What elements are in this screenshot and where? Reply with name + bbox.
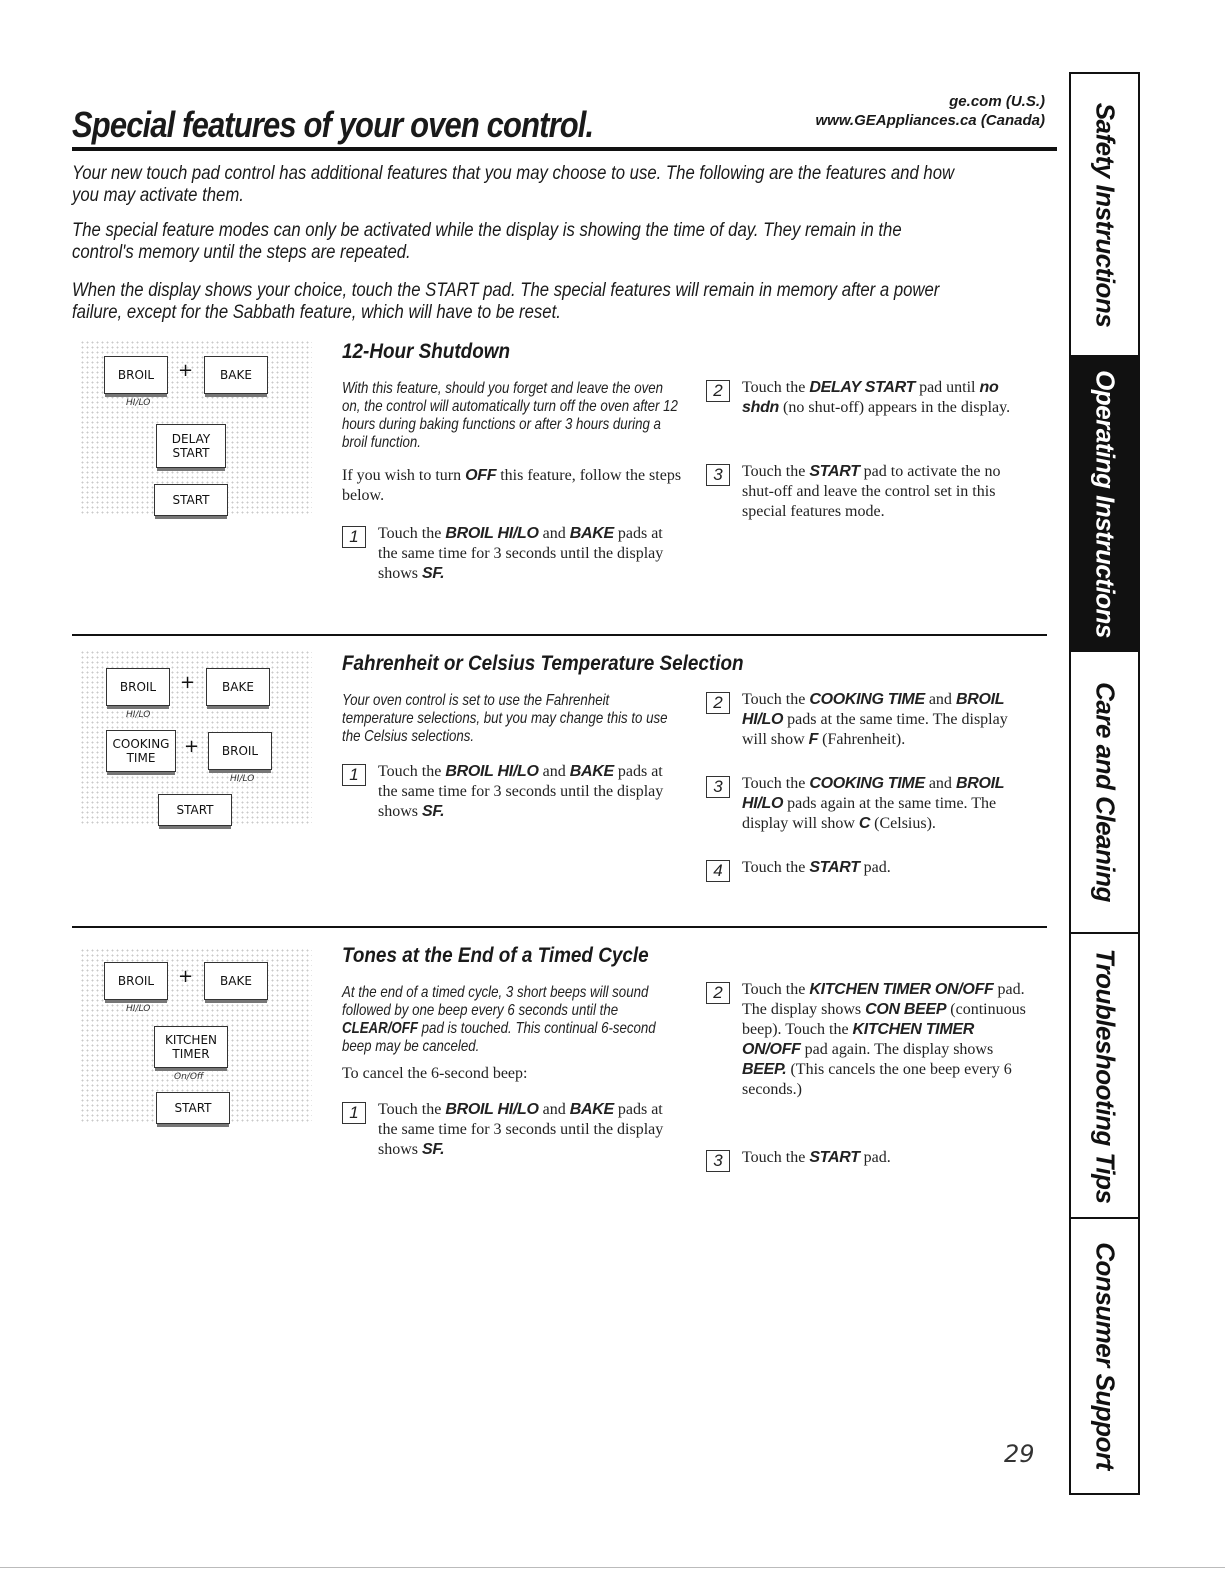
tones-step-2: 2 Touch the KITCHEN TIMER ON/OFF pad. The display shows CON BEEP (continuous beep). Touch the KITCHEN TIMER ON/OFF pad again. The display shows BEEP. (This cancels the one beep every 6 seconds.) [706,980,1036,1100]
hilo-label: HI/LO [126,398,151,408]
hilo-label: HI/LO [230,774,255,784]
start-pad: START [154,484,228,516]
plus-icon: + [180,672,196,693]
tab-consumer-support[interactable]: Consumer Support [1090,1242,1120,1470]
step-number-badge: 4 [706,860,730,882]
shutdown-step-1: 1 Touch the BROIL HI/LO and BAKE pads at the same time for 3 seconds until the display shows SF. [342,524,672,584]
kitchen-timer-pad: KITCHEN TIMER [154,1026,228,1068]
cooking-time-pad: COOKING TIME [106,730,176,772]
step-number-badge: 1 [342,526,366,548]
shutdown-lead: With this feature, should you forget and leave the oven on, the control will automatically turn off the oven after 12 hours during baking functions or after 3 hours during a broil function. [342,380,678,451]
start-pad: START [156,1092,230,1124]
temp-step-2: 2 Touch the COOKING TIME and BROIL HI/LO pads at the same time. The display will show F (Fahrenheit). [706,690,1036,750]
website-links [815,92,1045,130]
tab-troubleshooting-tips[interactable]: Troubleshooting Tips [1071,934,1138,1219]
tab-operating-instructions[interactable]: Operating Instructions [1071,357,1138,652]
shutdown-paragraph: If you wish to turn OFF this feature, follow the steps below. [342,467,682,504]
step-number-badge: 3 [706,1150,730,1172]
shutdown-title: 12-Hour Shutdown [342,340,510,363]
page-edge-line [0,1567,1225,1568]
site-canada[interactable]: www.GEAppliances.ca (Canada) [815,112,1045,129]
hilo-label: HI/LO [126,1004,151,1014]
step-number-badge: 2 [706,380,730,402]
step-number-badge: 2 [706,692,730,714]
step-number-badge: 1 [342,1102,366,1124]
step-number-badge: 3 [706,776,730,798]
tones-keypad-illustration [80,948,312,1123]
section-tabs [1069,72,1140,1495]
broil-pad: BROIL [104,356,168,394]
plus-icon: + [184,736,200,757]
bake-pad: BAKE [204,356,268,394]
temp-keypad-illustration [80,650,312,825]
tones-lead: At the end of a timed cycle, 3 short beeps will sound followed by one beep every 6 seconds until the CLEAR/OFF pad is touched. This continual 6-second beep may be canceled. [342,984,656,1055]
start-pad: START [158,794,232,826]
page-title: Special features of your oven control. [72,104,594,145]
step-number-badge: 2 [706,982,730,1004]
hilo-label: HI/LO [126,710,151,720]
shutdown-step-2: 2 Touch the DELAY START pad until no shdn (no shut-off) appears in the display. [706,378,1036,418]
site-us[interactable]: ge.com (U.S.) [949,93,1045,110]
tones-step-3: 3 Touch the START pad. [706,1148,1036,1168]
plus-icon: + [178,360,194,381]
onoff-label: On/Off [174,1072,204,1082]
intro-paragraph-2: The special feature modes can only be activated while the display is showing the time of day. They remain in the control's memory until the steps are repeated. [72,220,902,263]
temp-step-4: 4 Touch the START pad. [706,858,1036,878]
bake-pad: BAKE [206,668,270,706]
tab-care-and-cleaning[interactable]: Care and Cleaning [1071,652,1138,934]
plus-icon: + [178,966,194,987]
shutdown-keypad-illustration [80,340,312,515]
page-number: 29 [1004,1440,1035,1468]
tones-paragraph: To cancel the 6-second beep: [342,1065,528,1082]
tab-safety-instructions[interactable]: Safety Instructions [1071,74,1138,357]
broil-pad: BROIL [104,962,168,1000]
step-number-badge: 1 [342,764,366,786]
broil-pad: BROIL [106,668,170,706]
intro-paragraph-3: When the display shows your choice, touch the START pad. The special features will remain in memory after a power failure, except for the Sabbath feature, which will have to be reset. [72,280,940,323]
section-divider [72,926,1047,928]
bake-pad: BAKE [204,962,268,1000]
tones-title: Tones at the End of a Timed Cycle [342,944,649,967]
shutdown-step-3: 3 Touch the START pad to activate the no shut-off and leave the control set in this special features mode. [706,462,1036,522]
header-rule [72,147,1057,151]
section-divider [72,634,1047,636]
step-number-badge: 3 [706,464,730,486]
temp-step-1: 1 Touch the BROIL HI/LO and BAKE pads at the same time for 3 seconds until the display shows SF. [342,762,672,822]
temp-lead: Your oven control is set to use the Fahrenheit temperature selections, but you may change this to use the Celsius selections. [342,692,668,745]
intro-paragraph-1: Your new touch pad control has additional features that you may choose to use. The following are the features and how you may activate them. [72,163,955,206]
tones-step-1: 1 Touch the BROIL HI/LO and BAKE pads at the same time for 3 seconds until the display shows SF. [342,1100,672,1160]
temp-title: Fahrenheit or Celsius Temperature Selection [342,652,744,675]
temp-step-3: 3 Touch the COOKING TIME and BROIL HI/LO pads again at the same time. The display will show C (Celsius). [706,774,1036,834]
delay-start-pad: DELAY START [156,424,226,468]
broil-pad: BROIL [208,732,272,770]
